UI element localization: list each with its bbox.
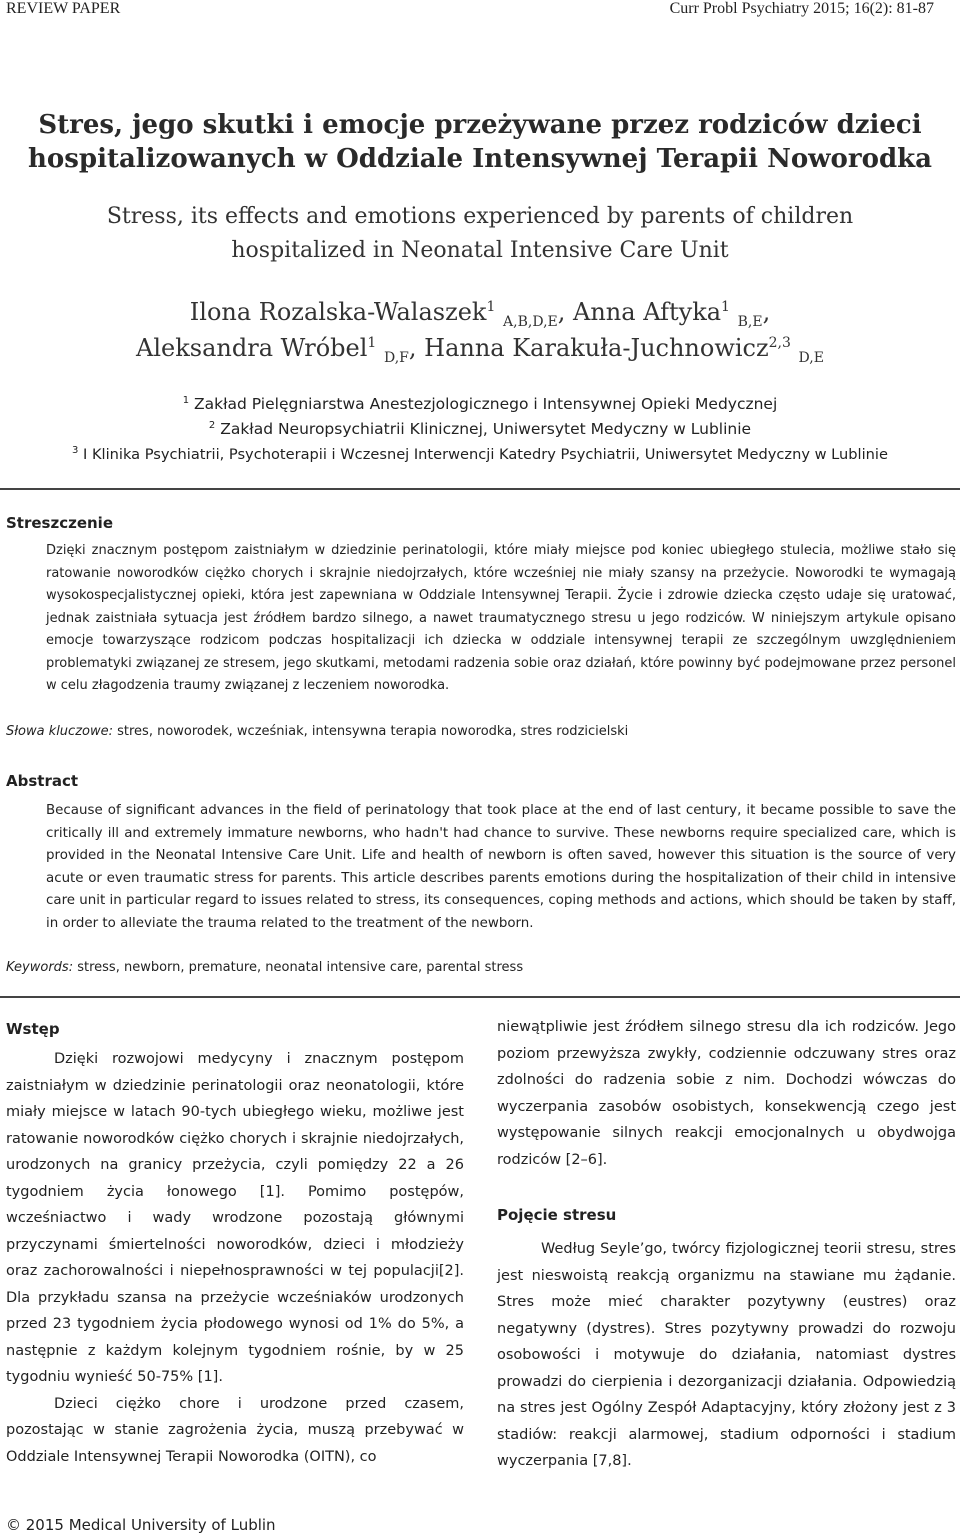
affiliation-number: 3 (72, 445, 79, 457)
wstep-paragraph-2: Dzieci ciężko chore i urodzone przed czasem, pozostając w stanie zagrożenia życia, muszą przebywać w Oddziale Intensywnej Terapii Noworodka (OITN), co (6, 1395, 464, 1465)
abstract-keywords (6, 960, 523, 975)
author-contribution-roles: D,F (383, 349, 409, 366)
right-column (497, 1014, 956, 1173)
author-affiliation-number: 1 (721, 299, 730, 315)
affiliation-1 (0, 392, 960, 417)
title-polish-line-1: Stres, jego skutki i emocje przeżywane przez rodziców dzieci (38, 110, 922, 140)
streszczenie-keywords (6, 724, 628, 739)
journal-citation: Curr Probl Psychiatry 2015; 16(2): 81-87 (669, 0, 934, 17)
abstract-heading: Abstract (6, 772, 79, 790)
copyright-footer: © 2015 Medical University of Lublin (6, 1516, 276, 1534)
title-english-line-1: Stress, its effects and emotions experienced by parents of children (106, 204, 854, 229)
title-english-line-2: hospitalized in Neonatal Intensive Care Unit (231, 238, 729, 263)
wstep-paragraph-1: Dzięki rozwojowi medycyny i znacznym postępom zaistniałym w dziedzinie perinatologii oraz neonatologii, które miały miejsce w latach 90-tych ubiegłego wieku, możliwe jest ratowanie noworodków ciężko chorych i skrajnie niedojrzałych, urodzonych na granicy przeżycia, czyli pomiędzy 22 a 26 tygodniem życia łonowego [1]. Pomimo postępów, wcześniactwo i wady wrodzone pozostają głównymi przyczynami śmiertelności noworodków, dzieci i młodzieży oraz zachorowalności i niepełnosprawności w tej populacji[2]. Dla przykładu szansa na przeżycie wcześniaków urodzonych przed 23 tygodniem życia płodowego wynosi od 1% do 5%, a następnie z każdym kolejnym tygodniem rośnie, by w 25 tygodniu wynieść 50-75% [1]. (6, 1051, 464, 1385)
title-english (0, 200, 960, 268)
journal-section-label: REVIEW PAPER (6, 0, 121, 17)
affiliation-number: 1 (182, 394, 190, 406)
affiliation-list (0, 392, 960, 467)
title-polish (0, 108, 960, 176)
author-affiliation-number: 1 (486, 299, 496, 315)
author-affiliation-number: 1 (367, 335, 377, 351)
abstract-text (6, 800, 956, 935)
streszczenie-paragraph: Dzięki znacznym postępom zaistniałym w dziedzinie perinatologii, które miały miejsce pod koniec ubiegłego stulecia, możliwe stało się ratowanie noworodków ciężko chorych i skrajnie niedojrzałych, które wcześniej nie miały szansy na przeżycie. Noworodki te wymagają wysokospecjalistycznej opieki, która jest zapewniana w Oddziale Intensywnej Terapii. Życie i zdrowie dziecka często udaje się uratować, jednak zaistniała sytuacja jest źródłem bardzo silnego, a nawet traumatycznego stresu u jego rodziców. W niniejszym artykule opisano emocje towarzyszące rodzicom podczas hospitalizacji ich dziecka w oddziale intensywnej terapii ze szczególnym uwzględnieniem problematyki związanej ze stresem, jego skutkami, metodami radzenia sobie oraz działań, które powinny być podejmowane przez personel w celu złagodzenia traumy związanej z leczeniem noworodka. (46, 543, 956, 693)
keywords-label: Słowa kluczowe: (6, 724, 113, 739)
affiliation-text: Zakład Neuropsychiatrii Klinicznej, Uniwersytet Medyczny w Lublinie (220, 420, 752, 438)
wstep-heading: Wstęp (6, 1020, 60, 1038)
streszczenie-heading: Streszczenie (6, 514, 113, 532)
right-column-paragraph-1: niewątpliwie jest źródłem silnego stresu dla ich rodziców. Jego poziom przewyższa zwykły, codziennie odczuwany stres oraz zdolności do radzenia sobie z nim. Dochodzi wówczas do wyczerpania zasobów osobistych, konsekwencją czego jest występowanie silnych reakcji emocjonalnych u obydwojga rodziców [2–6]. (497, 1019, 956, 1168)
pojecie-stresu-paragraph: Według Seyle’go, twórcy fizjologicznej teorii stresu, stres jest nieswoistą reakcją organizmu na stawiane mu żądanie. Stres może mieć charakter pozytywny (eustres) oraz negatywny (dystres). Stres pozytywny prowadzi do rozwoju osobowości i motywuje do działania, natomiast dystres prowadzi do cierpienia i dezorganizacji działania. Odpowiedzią na stres jest Ogólny Zespół Adaptacyjny, który złożony jest z 3 stadiów: reakcji alarmowej, stadium odporności i stadium wyczerpania [7,8]. (497, 1241, 956, 1469)
pojecie-stresu-heading: Pojęcie stresu (497, 1206, 617, 1224)
author-name: Ilona Rozalska-Walaszek (189, 298, 487, 326)
affiliation-text: I Klinika Psychiatrii, Psychoterapii i Wczesnej Interwencji Katedry Psychiatrii, Uniwersytet Medyczny w Lublinie (83, 446, 888, 463)
streszczenie-text (6, 540, 956, 698)
header-divider (0, 488, 960, 490)
affiliation-3 (0, 442, 960, 467)
author-name: Anna Aftyka (573, 298, 722, 326)
affiliation-2 (0, 417, 960, 442)
keywords-values: stres, noworodek, wcześniak, intensywna terapia noworodka, stres rodzicielski (112, 724, 629, 739)
abstract-divider (0, 996, 960, 998)
affiliation-text: Zakład Pielęgniarstwa Anestezjologicznego i Intensywnej Opieki Medycznej (194, 395, 778, 413)
author-contribution-roles: A,B,D,E (503, 313, 558, 330)
author-affiliation-number: 2,3 (768, 335, 791, 351)
author-name: Hanna Karakuła-Juchnowicz (424, 334, 769, 362)
keywords-values: stress, newborn, premature, neonatal intensive care, parental stress (73, 960, 524, 975)
title-polish-line-2: hospitalizowanych w Oddziale Intensywnej Terapii Noworodka (28, 144, 932, 174)
author-list (0, 294, 960, 366)
pojecie-stresu-text (497, 1236, 956, 1475)
keywords-label: Keywords: (6, 960, 74, 975)
author-line-2: Aleksandra Wróbel$^1$ $_{D,F}$, Hanna Karakuła-Juchnowicz$^{2,3}$ $_{D,E}$ (136, 334, 824, 366)
author-name: Aleksandra Wróbel (136, 334, 368, 362)
author-contribution-roles: B,E (737, 313, 763, 330)
affiliation-number: 2 (208, 419, 216, 431)
author-contribution-roles: D,E (798, 349, 824, 366)
left-column (6, 1046, 464, 1470)
abstract-paragraph: Because of significant advances in the field of perinatology that took place at the end of last century, it became possible to save the critically ill and extremely immature newborns, who hadn't had chance to survive. These newborns require specialized care, which is provided in the Neonatal Intensive Care Unit. Life and health of newborn is often saved, however this situation is the source of very acute or even traumatic stress for parents. This article describes parents emotions during the hospitalization of their child in intensive care unit in particular regard to issues related to stress, its consequences, coping methods and actions, which should be taken by staff, in order to alleviate the trauma related to the treatment of the newborn. (46, 803, 956, 931)
author-line-1: Ilona Rozalska-Walaszek$^1$ $_{A,B,D,E}$, Anna Aftyka$^1$ $_{B,E}$, (189, 298, 771, 330)
